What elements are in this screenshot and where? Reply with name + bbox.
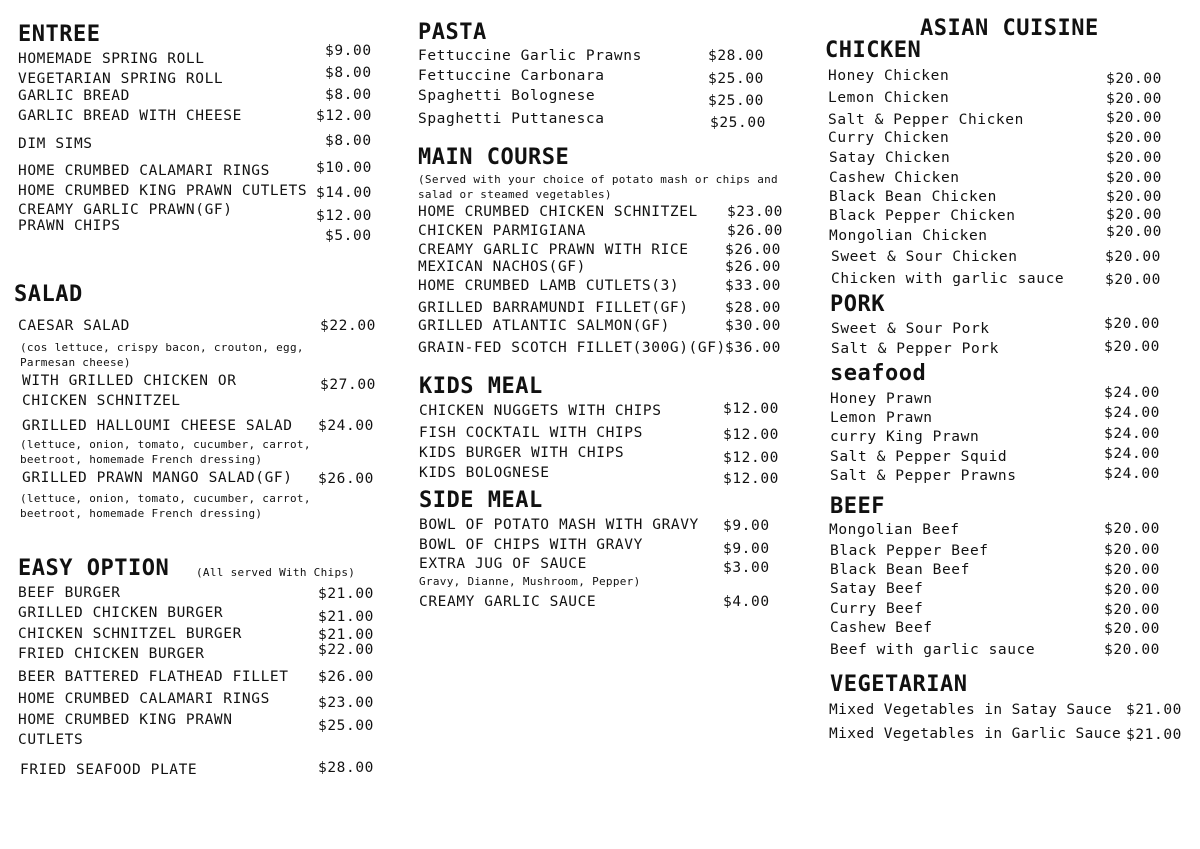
easy-item-name: BEEF BURGER xyxy=(18,585,121,601)
sauce-options-note: Gravy, Dianne, Mushroom, Pepper) xyxy=(419,575,641,588)
side-item-price: $3.00 xyxy=(723,560,770,576)
beef-item-price: $20.00 xyxy=(1104,542,1160,558)
salad-item-name: WITH GRILLED CHICKEN OR xyxy=(22,373,237,389)
beef-item-price: $20.00 xyxy=(1104,521,1160,537)
beef-item-price: $20.00 xyxy=(1104,582,1160,598)
seafood-item-price: $24.00 xyxy=(1104,466,1160,482)
beef-item-price: $20.00 xyxy=(1104,562,1160,578)
main-item-price: $26.00 xyxy=(727,223,783,239)
vegetarian-item-name: Mixed Vegetables in Satay Sauce xyxy=(829,702,1113,718)
main-item-price: $36.00 xyxy=(725,340,781,356)
main-item-name: HOME CRUMBED CHICKEN SCHNITZEL xyxy=(418,204,698,220)
entree-item-price: $8.00 xyxy=(325,133,372,149)
kids-item-price: $12.00 xyxy=(723,471,779,487)
salad-item-price: $26.00 xyxy=(318,471,374,487)
pasta-item-price: $28.00 xyxy=(708,48,764,64)
main-item-name: GRILLED BARRAMUNDI FILLET(GF) xyxy=(418,300,689,316)
easy-item-name: HOME CRUMBED CALAMARI RINGS xyxy=(18,691,270,707)
pasta-item-price: $25.00 xyxy=(708,93,764,109)
menu-column-middle xyxy=(400,0,810,849)
beef-item-price: $20.00 xyxy=(1104,642,1160,658)
entree-item-price: $5.00 xyxy=(325,228,372,244)
entree-item-name: PRAWN CHIPS xyxy=(18,218,121,234)
easy-item-price: $21.00 xyxy=(318,609,374,625)
pork-item-price: $20.00 xyxy=(1104,316,1160,332)
menu-column-right xyxy=(810,0,1200,849)
salad-item-price: $24.00 xyxy=(318,418,374,434)
main-item-price: $33.00 xyxy=(725,278,781,294)
chicken-item-name: Lemon Chicken xyxy=(828,90,950,106)
beef-item-price: $20.00 xyxy=(1104,602,1160,618)
chicken-item-name: Cashew Chicken xyxy=(829,170,960,186)
main-item-name: CREAMY GARLIC PRAWN WITH RICE xyxy=(418,242,689,258)
entree-item-name: VEGETARIAN SPRING ROLL xyxy=(18,71,224,87)
entree-item-price: $8.00 xyxy=(325,65,372,81)
side-item-price: $9.00 xyxy=(723,541,770,557)
salad-item-price: $27.00 xyxy=(320,377,376,393)
side-item-name: BOWL OF POTATO MASH WITH GRAVY xyxy=(419,517,699,533)
main-course-heading: MAIN COURSE xyxy=(418,145,570,170)
vegetarian-item-name: Mixed Vegetables in Garlic Sauce xyxy=(829,726,1122,742)
chicken-item-name: Honey Chicken xyxy=(828,68,950,84)
main-item-price: $28.00 xyxy=(725,300,781,316)
kids-item-name: CHICKEN NUGGETS WITH CHIPS xyxy=(419,403,662,419)
asian-cuisine-heading: ASIAN CUISINE xyxy=(920,16,1099,41)
beef-item-name: Black Pepper Beef xyxy=(830,543,989,559)
entree-item-price: $9.00 xyxy=(325,43,372,59)
seafood-item-name: curry King Prawn xyxy=(830,429,980,445)
chicken-item-price: $20.00 xyxy=(1106,150,1162,166)
chicken-item-name: Black Pepper Chicken xyxy=(829,208,1016,224)
side-item-name: BOWL OF CHIPS WITH GRAVY xyxy=(419,537,643,553)
beef-item-name: Curry Beef xyxy=(830,601,924,617)
pork-heading: PORK xyxy=(830,292,885,317)
easy-item-price: $21.00 xyxy=(318,627,374,643)
salad-item-name: GRILLED PRAWN MANGO SALAD(GF) xyxy=(22,470,293,486)
chicken-item-price: $20.00 xyxy=(1106,189,1162,205)
main-item-name: GRILLED ATLANTIC SALMON(GF) xyxy=(418,318,670,334)
easy-item-name: CHICKEN SCHNITZEL BURGER xyxy=(18,626,242,642)
chicken-item-price: $20.00 xyxy=(1106,110,1162,126)
entree-heading: ENTREE xyxy=(18,22,101,47)
easy-item-name: CUTLETS xyxy=(18,732,84,748)
easy-item-price: $28.00 xyxy=(318,760,374,776)
kids-item-price: $12.00 xyxy=(723,450,779,466)
chicken-item-price: $20.00 xyxy=(1106,130,1162,146)
salad-item-description: (lettuce, onion, tomato, cucumber, carrot, beetroot, homemade French dressing) xyxy=(20,492,311,520)
chicken-item-name: Salt & Pepper Chicken xyxy=(828,112,1024,128)
kids-item-price: $12.00 xyxy=(723,427,779,443)
beef-item-price: $20.00 xyxy=(1104,621,1160,637)
easy-item-price: $22.00 xyxy=(318,642,374,658)
seafood-item-name: Honey Prawn xyxy=(830,391,933,407)
chicken-item-price: $20.00 xyxy=(1106,170,1162,186)
seafood-item-name: Salt & Pepper Squid xyxy=(830,449,1008,465)
easy-option-note: (All served With Chips) xyxy=(196,566,356,579)
main-item-price: $23.00 xyxy=(727,204,783,220)
entree-item-price: $14.00 xyxy=(316,185,372,201)
vegetarian-item-price: $21.00 xyxy=(1126,727,1182,743)
main-item-name: GRAIN-FED SCOTCH FILLET(300G)(GF) xyxy=(418,340,726,356)
chicken-item-price: $20.00 xyxy=(1106,91,1162,107)
salad-item-price: $22.00 xyxy=(320,318,376,334)
pasta-heading: PASTA xyxy=(418,20,487,45)
kids-meal-heading: KIDS MEAL xyxy=(419,374,543,399)
beef-item-name: Cashew Beef xyxy=(830,620,933,636)
kids-item-price: $12.00 xyxy=(723,401,779,417)
entree-item-price: $12.00 xyxy=(316,108,372,124)
entree-item-price: $8.00 xyxy=(325,87,372,103)
entree-item-name: HOMEMADE SPRING ROLL xyxy=(18,51,205,67)
salad-item-name: CAESAR SALAD xyxy=(18,318,130,334)
chicken-item-price: $20.00 xyxy=(1105,249,1161,265)
side-meal-heading: SIDE MEAL xyxy=(419,488,543,513)
easy-item-name: BEER BATTERED FLATHEAD FILLET xyxy=(18,669,289,685)
chicken-item-price: $20.00 xyxy=(1106,224,1162,240)
beef-item-name: Beef with garlic sauce xyxy=(830,642,1036,658)
main-item-price: $26.00 xyxy=(725,242,781,258)
seafood-heading: seafood xyxy=(830,361,927,386)
main-item-name: CHICKEN PARMIGIANA xyxy=(418,223,586,239)
seafood-item-price: $24.00 xyxy=(1104,405,1160,421)
easy-item-name: HOME CRUMBED KING PRAWN xyxy=(18,712,233,728)
chicken-item-name: Satay Chicken xyxy=(829,150,951,166)
kids-item-name: KIDS BURGER WITH CHIPS xyxy=(419,445,625,461)
main-item-name: HOME CRUMBED LAMB CUTLETS(3) xyxy=(418,278,680,294)
beef-item-name: Black Bean Beef xyxy=(830,562,970,578)
pasta-item-name: Spaghetti Bolognese xyxy=(418,88,596,104)
pasta-item-price: $25.00 xyxy=(708,71,764,87)
easy-option-heading: EASY OPTION xyxy=(18,556,170,581)
side-item-name: EXTRA JUG OF SAUCE xyxy=(419,556,587,572)
entree-item-price: $12.00 xyxy=(316,208,372,224)
chicken-item-name: Mongolian Chicken xyxy=(829,228,988,244)
main-item-price: $30.00 xyxy=(725,318,781,334)
seafood-item-name: Salt & Pepper Prawns xyxy=(830,468,1017,484)
seafood-item-price: $24.00 xyxy=(1104,446,1160,462)
vegetarian-heading: VEGETARIAN xyxy=(830,672,968,697)
seafood-item-price: $24.00 xyxy=(1104,426,1160,442)
kids-item-name: FISH COCKTAIL WITH CHIPS xyxy=(419,425,643,441)
chicken-item-price: $20.00 xyxy=(1106,71,1162,87)
pork-item-name: Salt & Pepper Pork xyxy=(831,341,999,357)
entree-item-name: DIM SIMS xyxy=(18,136,93,152)
chicken-item-name: Sweet & Sour Chicken xyxy=(831,249,1018,265)
pasta-item-name: Fettuccine Carbonara xyxy=(418,68,605,84)
pasta-item-name: Fettuccine Garlic Prawns xyxy=(418,48,642,64)
main-course-note: (Served with your choice of potato mash or chips and salad or steamed vegetables) xyxy=(418,173,778,201)
entree-item-name: HOME CRUMBED KING PRAWN CUTLETS xyxy=(18,183,308,199)
pork-item-name: Sweet & Sour Pork xyxy=(831,321,990,337)
seafood-item-price: $24.00 xyxy=(1104,385,1160,401)
beef-item-name: Mongolian Beef xyxy=(829,522,960,538)
beef-heading: BEEF xyxy=(830,494,885,519)
easy-item-price: $25.00 xyxy=(318,718,374,734)
side-item-name: CREAMY GARLIC SAUCE xyxy=(419,594,597,610)
main-item-name: MEXICAN NACHOS(GF) xyxy=(418,259,586,275)
chicken-item-price: $20.00 xyxy=(1106,207,1162,223)
easy-item-price: $23.00 xyxy=(318,695,374,711)
pork-item-price: $20.00 xyxy=(1104,339,1160,355)
pasta-item-name: Spaghetti Puttanesca xyxy=(418,111,605,127)
chicken-heading: CHICKEN xyxy=(825,38,922,63)
chicken-item-name: Curry Chicken xyxy=(828,130,950,146)
entree-item-name: HOME CRUMBED CALAMARI RINGS xyxy=(18,163,270,179)
easy-item-price: $21.00 xyxy=(318,586,374,602)
entree-item-name: GARLIC BREAD WITH CHEESE xyxy=(18,108,242,124)
easy-item-name: FRIED CHICKEN BURGER xyxy=(18,646,205,662)
beef-item-name: Satay Beef xyxy=(830,581,924,597)
main-item-price: $26.00 xyxy=(725,259,781,275)
menu-column-left xyxy=(0,0,400,849)
seafood-item-name: Lemon Prawn xyxy=(830,410,933,426)
entree-item-name: GARLIC BREAD xyxy=(18,88,130,104)
side-item-price: $4.00 xyxy=(723,594,770,610)
easy-item-price: $26.00 xyxy=(318,669,374,685)
chicken-item-name: Black Bean Chicken xyxy=(829,189,997,205)
pasta-item-price: $25.00 xyxy=(710,115,766,131)
chicken-item-name: Chicken with garlic sauce xyxy=(831,271,1065,287)
easy-item-name: FRIED SEAFOOD PLATE xyxy=(20,762,198,778)
salad-item-name: CHICKEN SCHNITZEL xyxy=(22,393,181,409)
entree-item-price: $10.00 xyxy=(316,160,372,176)
vegetarian-item-price: $21.00 xyxy=(1126,702,1182,718)
kids-item-name: KIDS BOLOGNESE xyxy=(419,465,550,481)
salad-heading: SALAD xyxy=(14,282,83,307)
chicken-item-price: $20.00 xyxy=(1105,272,1161,288)
easy-item-name: GRILLED CHICKEN BURGER xyxy=(18,605,224,621)
entree-item-name: CREAMY GARLIC PRAWN(GF) xyxy=(18,202,233,218)
salad-item-description: (lettuce, onion, tomato, cucumber, carrot, beetroot, homemade French dressing) xyxy=(20,438,311,466)
salad-item-name: GRILLED HALLOUMI CHEESE SALAD xyxy=(22,418,293,434)
salad-item-description: (cos lettuce, crispy bacon, crouton, egg, Parmesan cheese) xyxy=(20,341,304,369)
side-item-price: $9.00 xyxy=(723,518,770,534)
